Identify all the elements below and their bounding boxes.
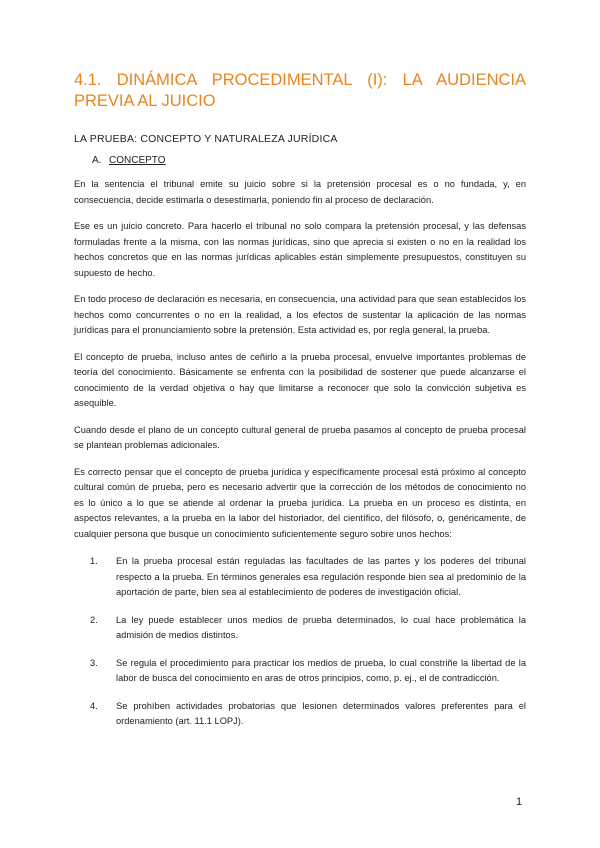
list-item-number: 1. <box>90 556 98 566</box>
list-item <box>74 656 526 687</box>
list-item-text: La ley puede establecer unos medios de prueba determinados, lo cual hace problemática la admisión de medios distintos. <box>116 614 526 640</box>
subsection-heading <box>74 155 526 166</box>
paragraph-5: Cuando desde el plano de un concepto cultural general de prueba pasamos al concepto de prueba procesal se plantean problemas adicionales. <box>74 424 526 450</box>
list-item-text: Se prohíben actividades probatorias que lesionen determinados valores preferentes para el ordenamiento (art. 11.1 LOPJ). <box>116 700 526 726</box>
paragraph-2: Ese es un juicio concreto. Para hacerlo el tribunal no solo compara la pretensión procesal, y las defensas formuladas frente a la misma, con las normas jurídicas, sino que aprecia si existen o no en la realidad los hechos concretos que en las normas jurídicas aplicables están simplemente presupuestos, constituyen su supuesto de hecho. <box>74 221 526 278</box>
list-item <box>74 554 526 601</box>
page-title: 4.1. DINÁMICA PROCEDIMENTAL (I): LA AUDIENCIA PREVIA AL JUICIO <box>74 71 526 110</box>
list-item-number: 2. <box>90 614 98 625</box>
paragraph-6: Es correcto pensar que el concepto de prueba jurídica y específicamente procesal está próximo al concepto cultural común de prueba, pero es necesario advertir que la corrección de los métodos de conocimiento no es lo único a lo que se atiende al ordenar la prueba jurídica. La prueba en un proceso es distinta, en aspectos relevantes, a la prueba en la labor del historiador, del científico, del filósofo, o, genéricamente, de cualquier persona que busque un conocimiento suficientemente seguro sobre unos hechos: <box>74 466 526 539</box>
section-title: LA PRUEBA: CONCEPTO Y NATURALEZA JURÍDICA <box>74 133 338 145</box>
paragraph-3: En todo proceso de declaración es necesaria, en consecuencia, una actividad para que sean establecidos los hechos como concurrentes o no en la realidad, a los efectos de sustentar la aplicación de las normas jurídicas para el pronunciamiento sobre la pretensión. Esta actividad es, por regla general, la prueba. <box>74 294 526 335</box>
paragraph-4: El concepto de prueba, incluso antes de ceñirlo a la prueba procesal, envuelve importantes problemas de teoría del conocimiento. Básicamente se enfrenta con la posibilidad de sostener que puede alcanzarse el conocimiento de la verdad objetiva o hay que limitarse a reconocer que solo la convicción subjetiva es asequible. <box>74 351 526 408</box>
list-item-number: 3. <box>90 657 98 668</box>
page-number: 1 <box>516 796 523 808</box>
paragraph-1: En la sentencia el tribunal emite su juicio sobre si la pretensión procesal es o no fundada, y, en consecuencia, decide estimarla o desestimarla, poniendo fin al proceso de declaración. <box>74 179 526 205</box>
list-item-number: 4. <box>90 700 98 711</box>
list-item-text: En la prueba procesal están reguladas las facultades de las partes y los poderes del tribunal respecto a la prueba. En términos generales esa regulación responde bien sea al predominio de la aportación de parte, bien sea al establecimiento de poderes de investigación oficial. <box>116 556 526 597</box>
list-item-text: Se regula el procedimiento para practicar los medios de prueba, lo cual constriñe la libertad de la labor de busca del conocimiento en aras de otros principios, como, p. ej., el de contradicción. <box>116 657 526 683</box>
subsection-marker: A. <box>92 155 102 166</box>
numbered-list <box>74 554 526 730</box>
document-page <box>74 70 526 730</box>
list-item <box>74 613 526 644</box>
list-item <box>74 699 526 730</box>
subsection-label: CONCEPTO <box>109 155 166 166</box>
